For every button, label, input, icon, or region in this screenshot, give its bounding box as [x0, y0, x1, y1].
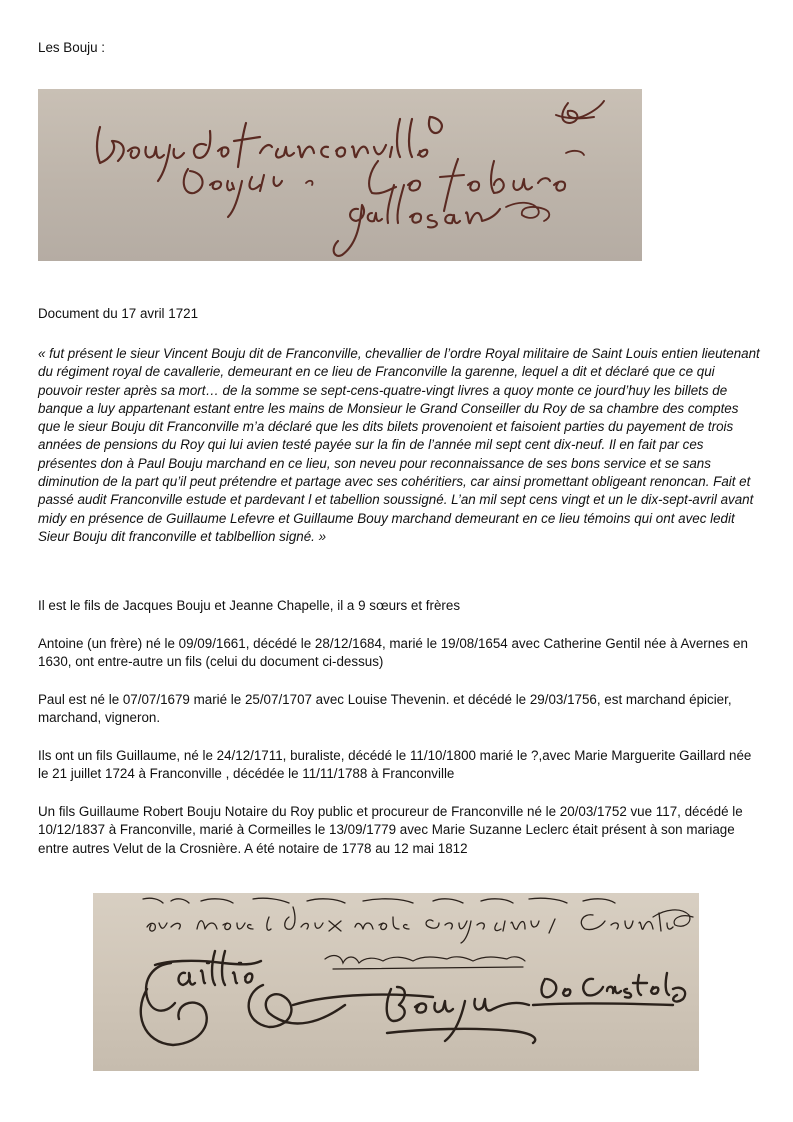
document-title: Document du 17 avril 1721	[38, 306, 199, 321]
signatures-1721-drawing	[38, 89, 642, 261]
paragraph-guillaume: Ils ont un fils Guillaume, né le 24/12/1711, buraliste, décédé le 11/10/1800 marié le ?,avec Marie Marguerite Gaillard née le 21 juillet 1724 à Franconville , décédée le 11/11/1788 à Franconville	[38, 748, 752, 782]
signature-scan-1779	[93, 893, 699, 1071]
page-heading: Les Bouju :	[38, 40, 105, 55]
signature-scan-1721	[38, 89, 642, 261]
paragraph-parents: Il est le fils de Jacques Bouju et Jeanne Chapelle, il a 9 sœurs et frères	[38, 598, 461, 613]
paragraph-antoine: Antoine (un frère) né le 09/09/1661, décédé le 28/12/1684, marié le 19/08/1654 avec Catherine Gentil née à Avernes en 1630, ont entre-autre un fils (celui du document ci-dessus)	[38, 636, 748, 670]
paragraph-guillaume-robert: Un fils Guillaume Robert Bouju Notaire du Roy public et procureur de Franconville né le 20/03/1752 vue 117, décédé le 10/12/1837 à Franconville, marié à Cormeilles le 13/09/1779 avec Marie Suzanne Leclerc était présent à son mariage entre autres Velut de la Crosnière. A été notaire de 1778 au 12 mai 1812	[38, 804, 743, 856]
paragraph-paul: Paul est né le 07/07/1679 marié le 25/07/1707 avec Louise Thevenin. et décédé le 29/03/1756, est marchand épicier, marchand, vigneron.	[38, 692, 732, 726]
document-quote: « fut présent le sieur Vincent Bouju dit de Franconville, chevallier de l’ordre Royal militaire de Saint Louis entien lieutenant du régiment royal de cavallerie, demeurant en ce lieu de Franconville la garenne, lequel a dit et déclaré que ce qui pouvoir rester après sa mort… de la somme se sept-cens-quatre-vingt livres a quoy monte ce jourd’huy les billets de banque a luy appartenant estant entre les mains de Monsieur le Grand Conseiller du Roy de sa chambre des comptes que le sieur Bouju dit Franconville m’a déclaré que les dits bilets provenoient et faisoient parties du payement de trois années de pensions du Roy qui lui avien testé payée sur la fin de l’année mil sept cent dix-neuf. Il en fait par ces présentes don à Paul Bouju marchand en ce lieu, son neveu pour reconnaissance de ses bons service et se sans diminution de la part qu’il peut prétendre et partage avec ses cohéritiers, car ainsi promettant obligeant renoncan. Fait et passé audit Franconville estude et pardevant l et tabellion soussigné. L’an mil sept cens vingt et un le dix-sept-avril avant midy en présence de Guillaume Lefevre et Guillaume Bouy marchand demeurant en ce lieu témoins qui ont avec ledit Sieur Bouju dit franconville et tablbellion signé. »	[38, 346, 760, 544]
signatures-1779-drawing	[93, 893, 699, 1071]
